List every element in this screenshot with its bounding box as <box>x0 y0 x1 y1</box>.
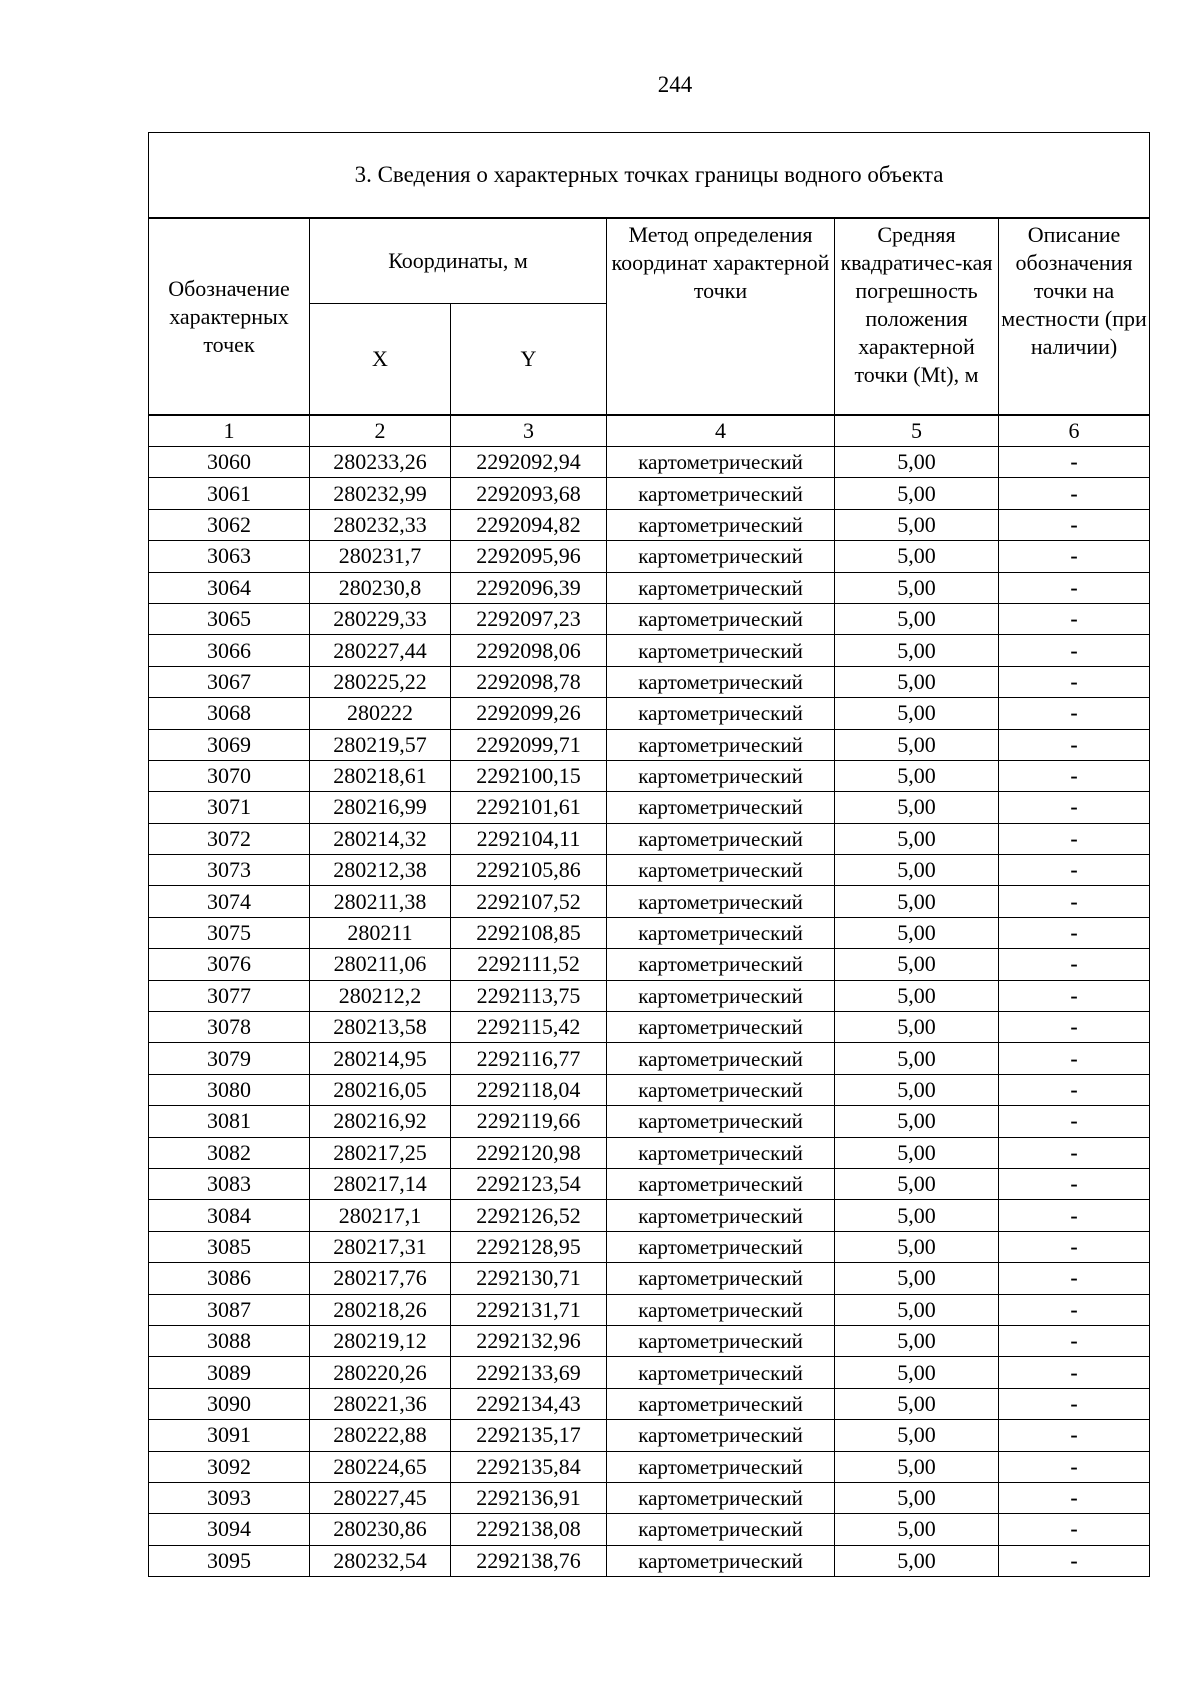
description-cell: - <box>999 698 1150 729</box>
point-id-cell: 3076 <box>149 949 310 980</box>
y-coordinate-cell: 2292134,43 <box>451 1388 607 1419</box>
table-row <box>149 1294 1150 1325</box>
y-coordinate-cell: 2292118,04 <box>451 1074 607 1105</box>
table-row <box>149 823 1150 854</box>
error-cell: 5,00 <box>835 1294 999 1325</box>
method-cell: картометрический <box>607 823 835 854</box>
y-coordinate-cell: 2292111,52 <box>451 949 607 980</box>
header-error: Средняя квадратичес-кая погрешность положения характерной точки (Mt), м <box>835 218 999 415</box>
column-number: 1 <box>149 415 310 447</box>
error-cell: 5,00 <box>835 1012 999 1043</box>
x-coordinate-cell: 280218,26 <box>310 1294 451 1325</box>
y-coordinate-cell: 2292123,54 <box>451 1168 607 1199</box>
y-coordinate-cell: 2292105,86 <box>451 855 607 886</box>
point-id-cell: 3062 <box>149 509 310 540</box>
method-cell: картометрический <box>607 1545 835 1576</box>
error-cell: 5,00 <box>835 823 999 854</box>
y-coordinate-cell: 2292135,84 <box>451 1451 607 1482</box>
method-cell: картометрический <box>607 603 835 634</box>
error-cell: 5,00 <box>835 1388 999 1419</box>
y-coordinate-cell: 2292107,52 <box>451 886 607 917</box>
description-cell: - <box>999 572 1150 603</box>
table-row <box>149 635 1150 666</box>
x-coordinate-cell: 280231,7 <box>310 541 451 572</box>
error-cell: 5,00 <box>835 980 999 1011</box>
table-row <box>149 1200 1150 1231</box>
description-cell: - <box>999 823 1150 854</box>
table-row <box>149 1231 1150 1262</box>
x-coordinate-cell: 280214,32 <box>310 823 451 854</box>
method-cell: картометрический <box>607 917 835 948</box>
x-coordinate-cell: 280233,26 <box>310 447 451 478</box>
error-cell: 5,00 <box>835 635 999 666</box>
description-cell: - <box>999 1514 1150 1545</box>
header-x: X <box>310 304 451 416</box>
table-row <box>149 541 1150 572</box>
point-id-cell: 3066 <box>149 635 310 666</box>
table-row <box>149 1263 1150 1294</box>
description-cell: - <box>999 760 1150 791</box>
point-id-cell: 3080 <box>149 1074 310 1105</box>
y-coordinate-cell: 2292115,42 <box>451 1012 607 1043</box>
description-cell: - <box>999 886 1150 917</box>
x-coordinate-cell: 280211 <box>310 917 451 948</box>
table-row <box>149 1451 1150 1482</box>
description-cell: - <box>999 729 1150 760</box>
method-cell: картометрический <box>607 1514 835 1545</box>
method-cell: картометрический <box>607 1325 835 1356</box>
description-cell: - <box>999 1545 1150 1576</box>
method-cell: картометрический <box>607 447 835 478</box>
column-number: 6 <box>999 415 1150 447</box>
y-coordinate-cell: 2292128,95 <box>451 1231 607 1262</box>
x-coordinate-cell: 280222,88 <box>310 1420 451 1451</box>
point-id-cell: 3071 <box>149 792 310 823</box>
point-id-cell: 3068 <box>149 698 310 729</box>
method-cell: картометрический <box>607 478 835 509</box>
method-cell: картометрический <box>607 1420 835 1451</box>
description-cell: - <box>999 509 1150 540</box>
description-cell: - <box>999 1482 1150 1513</box>
description-cell: - <box>999 855 1150 886</box>
column-number: 3 <box>451 415 607 447</box>
error-cell: 5,00 <box>835 760 999 791</box>
header-point-name: Обозначение характерных точек <box>149 218 310 415</box>
error-cell: 5,00 <box>835 1545 999 1576</box>
table-row <box>149 1514 1150 1545</box>
header-coordinates: Координаты, м <box>310 218 607 304</box>
error-cell: 5,00 <box>835 1231 999 1262</box>
table-row <box>149 603 1150 634</box>
method-cell: картометрический <box>607 1106 835 1137</box>
table-row <box>149 1106 1150 1137</box>
x-coordinate-cell: 280227,44 <box>310 635 451 666</box>
x-coordinate-cell: 280227,45 <box>310 1482 451 1513</box>
description-cell: - <box>999 980 1150 1011</box>
method-cell: картометрический <box>607 1074 835 1105</box>
y-coordinate-cell: 2292135,17 <box>451 1420 607 1451</box>
description-cell: - <box>999 447 1150 478</box>
method-cell: картометрический <box>607 760 835 791</box>
table-row <box>149 1420 1150 1451</box>
y-coordinate-cell: 2292126,52 <box>451 1200 607 1231</box>
error-cell: 5,00 <box>835 1074 999 1105</box>
y-coordinate-cell: 2292097,23 <box>451 603 607 634</box>
point-id-cell: 3093 <box>149 1482 310 1513</box>
table-row <box>149 1357 1150 1388</box>
table-row <box>149 1043 1150 1074</box>
error-cell: 5,00 <box>835 541 999 572</box>
description-cell: - <box>999 1168 1150 1199</box>
y-coordinate-cell: 2292104,11 <box>451 823 607 854</box>
description-cell: - <box>999 1294 1150 1325</box>
error-cell: 5,00 <box>835 1137 999 1168</box>
point-id-cell: 3095 <box>149 1545 310 1576</box>
point-id-cell: 3086 <box>149 1263 310 1294</box>
x-coordinate-cell: 280217,1 <box>310 1200 451 1231</box>
method-cell: картометрический <box>607 980 835 1011</box>
header-method: Метод определения координат характерной точки <box>607 218 835 415</box>
method-cell: картометрический <box>607 666 835 697</box>
point-id-cell: 3069 <box>149 729 310 760</box>
point-id-cell: 3091 <box>149 1420 310 1451</box>
x-coordinate-cell: 280211,06 <box>310 949 451 980</box>
y-coordinate-cell: 2292113,75 <box>451 980 607 1011</box>
description-cell: - <box>999 1200 1150 1231</box>
error-cell: 5,00 <box>835 603 999 634</box>
method-cell: картометрический <box>607 1168 835 1199</box>
description-cell: - <box>999 1012 1150 1043</box>
error-cell: 5,00 <box>835 1451 999 1482</box>
error-cell: 5,00 <box>835 1168 999 1199</box>
point-id-cell: 3079 <box>149 1043 310 1074</box>
method-cell: картометрический <box>607 1200 835 1231</box>
table-title: 3. Сведения о характерных точках границы водного объекта <box>149 133 1150 219</box>
table-row <box>149 572 1150 603</box>
method-cell: картометрический <box>607 1451 835 1482</box>
y-coordinate-cell: 2292133,69 <box>451 1357 607 1388</box>
error-cell: 5,00 <box>835 509 999 540</box>
point-id-cell: 3070 <box>149 760 310 791</box>
x-coordinate-cell: 280230,8 <box>310 572 451 603</box>
x-coordinate-cell: 280219,57 <box>310 729 451 760</box>
method-cell: картометрический <box>607 635 835 666</box>
table-row <box>149 478 1150 509</box>
point-id-cell: 3067 <box>149 666 310 697</box>
table-row <box>149 1012 1150 1043</box>
method-cell: картометрический <box>607 729 835 760</box>
header-y: Y <box>451 304 607 416</box>
y-coordinate-cell: 2292094,82 <box>451 509 607 540</box>
point-id-cell: 3064 <box>149 572 310 603</box>
column-number: 2 <box>310 415 451 447</box>
y-coordinate-cell: 2292098,06 <box>451 635 607 666</box>
description-cell: - <box>999 1074 1150 1105</box>
point-id-cell: 3087 <box>149 1294 310 1325</box>
x-coordinate-cell: 280219,12 <box>310 1325 451 1356</box>
point-id-cell: 3061 <box>149 478 310 509</box>
x-coordinate-cell: 280217,31 <box>310 1231 451 1262</box>
description-cell: - <box>999 603 1150 634</box>
point-id-cell: 3078 <box>149 1012 310 1043</box>
table-row <box>149 1168 1150 1199</box>
x-coordinate-cell: 280216,92 <box>310 1106 451 1137</box>
method-cell: картометрический <box>607 698 835 729</box>
x-coordinate-cell: 280214,95 <box>310 1043 451 1074</box>
method-cell: картометрический <box>607 1388 835 1419</box>
y-coordinate-cell: 2292138,08 <box>451 1514 607 1545</box>
point-id-cell: 3083 <box>149 1168 310 1199</box>
y-coordinate-cell: 2292132,96 <box>451 1325 607 1356</box>
description-cell: - <box>999 792 1150 823</box>
y-coordinate-cell: 2292099,71 <box>451 729 607 760</box>
error-cell: 5,00 <box>835 1420 999 1451</box>
method-cell: картометрический <box>607 572 835 603</box>
method-cell: картометрический <box>607 855 835 886</box>
point-id-cell: 3073 <box>149 855 310 886</box>
description-cell: - <box>999 1043 1150 1074</box>
x-coordinate-cell: 280232,33 <box>310 509 451 540</box>
description-cell: - <box>999 541 1150 572</box>
error-cell: 5,00 <box>835 1482 999 1513</box>
error-cell: 5,00 <box>835 1325 999 1356</box>
y-coordinate-cell: 2292120,98 <box>451 1137 607 1168</box>
description-cell: - <box>999 1231 1150 1262</box>
error-cell: 5,00 <box>835 1357 999 1388</box>
method-cell: картометрический <box>607 541 835 572</box>
x-coordinate-cell: 280217,14 <box>310 1168 451 1199</box>
table-row <box>149 509 1150 540</box>
table-row <box>149 698 1150 729</box>
y-coordinate-cell: 2292136,91 <box>451 1482 607 1513</box>
description-cell: - <box>999 478 1150 509</box>
x-coordinate-cell: 280222 <box>310 698 451 729</box>
table-row <box>149 1545 1150 1576</box>
method-cell: картометрический <box>607 509 835 540</box>
error-cell: 5,00 <box>835 729 999 760</box>
table-row <box>149 1074 1150 1105</box>
method-cell: картометрический <box>607 1482 835 1513</box>
y-coordinate-cell: 2292098,78 <box>451 666 607 697</box>
description-cell: - <box>999 1263 1150 1294</box>
y-coordinate-cell: 2292119,66 <box>451 1106 607 1137</box>
description-cell: - <box>999 635 1150 666</box>
x-coordinate-cell: 280216,05 <box>310 1074 451 1105</box>
table-row <box>149 760 1150 791</box>
method-cell: картометрический <box>607 1357 835 1388</box>
table-row <box>149 666 1150 697</box>
column-number: 4 <box>607 415 835 447</box>
y-coordinate-cell: 2292131,71 <box>451 1294 607 1325</box>
description-cell: - <box>999 1388 1150 1419</box>
point-id-cell: 3089 <box>149 1357 310 1388</box>
table-row <box>149 1325 1150 1356</box>
x-coordinate-cell: 280216,99 <box>310 792 451 823</box>
error-cell: 5,00 <box>835 478 999 509</box>
table-row <box>149 729 1150 760</box>
table-row <box>149 792 1150 823</box>
table-row <box>149 886 1150 917</box>
error-cell: 5,00 <box>835 698 999 729</box>
x-coordinate-cell: 280211,38 <box>310 886 451 917</box>
x-coordinate-cell: 280217,76 <box>310 1263 451 1294</box>
method-cell: картометрический <box>607 949 835 980</box>
method-cell: картометрический <box>607 1294 835 1325</box>
point-id-cell: 3092 <box>149 1451 310 1482</box>
point-id-cell: 3088 <box>149 1325 310 1356</box>
point-id-cell: 3065 <box>149 603 310 634</box>
y-coordinate-cell: 2292093,68 <box>451 478 607 509</box>
method-cell: картометрический <box>607 1263 835 1294</box>
method-cell: картометрический <box>607 1012 835 1043</box>
header-description: Описание обозначения точки на местности (при наличии) <box>999 218 1150 415</box>
error-cell: 5,00 <box>835 1200 999 1231</box>
error-cell: 5,00 <box>835 792 999 823</box>
x-coordinate-cell: 280218,61 <box>310 760 451 791</box>
table-row <box>149 1137 1150 1168</box>
error-cell: 5,00 <box>835 666 999 697</box>
point-id-cell: 3084 <box>149 1200 310 1231</box>
error-cell: 5,00 <box>835 949 999 980</box>
table-row <box>149 447 1150 478</box>
x-coordinate-cell: 280217,25 <box>310 1137 451 1168</box>
error-cell: 5,00 <box>835 1106 999 1137</box>
table-body <box>149 447 1150 1577</box>
point-id-cell: 3085 <box>149 1231 310 1262</box>
error-cell: 5,00 <box>835 572 999 603</box>
x-coordinate-cell: 280213,58 <box>310 1012 451 1043</box>
error-cell: 5,00 <box>835 447 999 478</box>
y-coordinate-cell: 2292092,94 <box>451 447 607 478</box>
table-row <box>149 917 1150 948</box>
x-coordinate-cell: 280232,54 <box>310 1545 451 1576</box>
y-coordinate-cell: 2292130,71 <box>451 1263 607 1294</box>
x-coordinate-cell: 280224,65 <box>310 1451 451 1482</box>
point-id-cell: 3081 <box>149 1106 310 1137</box>
error-cell: 5,00 <box>835 1043 999 1074</box>
column-number: 5 <box>835 415 999 447</box>
point-id-cell: 3075 <box>149 917 310 948</box>
description-cell: - <box>999 1325 1150 1356</box>
error-cell: 5,00 <box>835 886 999 917</box>
table-row <box>149 980 1150 1011</box>
table-row <box>149 1482 1150 1513</box>
point-id-cell: 3063 <box>149 541 310 572</box>
description-cell: - <box>999 1451 1150 1482</box>
y-coordinate-cell: 2292099,26 <box>451 698 607 729</box>
point-id-cell: 3094 <box>149 1514 310 1545</box>
error-cell: 5,00 <box>835 1263 999 1294</box>
point-id-cell: 3072 <box>149 823 310 854</box>
column-numbers-row <box>149 415 1150 447</box>
point-id-cell: 3090 <box>149 1388 310 1419</box>
description-cell: - <box>999 1357 1150 1388</box>
point-id-cell: 3060 <box>149 447 310 478</box>
x-coordinate-cell: 280220,26 <box>310 1357 451 1388</box>
method-cell: картометрический <box>607 886 835 917</box>
point-id-cell: 3077 <box>149 980 310 1011</box>
x-coordinate-cell: 280229,33 <box>310 603 451 634</box>
y-coordinate-cell: 2292100,15 <box>451 760 607 791</box>
table-row <box>149 1388 1150 1419</box>
y-coordinate-cell: 2292116,77 <box>451 1043 607 1074</box>
x-coordinate-cell: 280212,38 <box>310 855 451 886</box>
description-cell: - <box>999 1106 1150 1137</box>
table-row <box>149 949 1150 980</box>
point-id-cell: 3074 <box>149 886 310 917</box>
error-cell: 5,00 <box>835 1514 999 1545</box>
y-coordinate-cell: 2292096,39 <box>451 572 607 603</box>
description-cell: - <box>999 949 1150 980</box>
x-coordinate-cell: 280230,86 <box>310 1514 451 1545</box>
method-cell: картометрический <box>607 1137 835 1168</box>
table-row <box>149 855 1150 886</box>
points-table <box>148 132 1150 1577</box>
y-coordinate-cell: 2292095,96 <box>451 541 607 572</box>
description-cell: - <box>999 666 1150 697</box>
method-cell: картометрический <box>607 1043 835 1074</box>
y-coordinate-cell: 2292138,76 <box>451 1545 607 1576</box>
error-cell: 5,00 <box>835 855 999 886</box>
method-cell: картометрический <box>607 792 835 823</box>
point-id-cell: 3082 <box>149 1137 310 1168</box>
method-cell: картометрический <box>607 1231 835 1262</box>
description-cell: - <box>999 917 1150 948</box>
y-coordinate-cell: 2292101,61 <box>451 792 607 823</box>
y-coordinate-cell: 2292108,85 <box>451 917 607 948</box>
description-cell: - <box>999 1137 1150 1168</box>
error-cell: 5,00 <box>835 917 999 948</box>
x-coordinate-cell: 280221,36 <box>310 1388 451 1419</box>
x-coordinate-cell: 280212,2 <box>310 980 451 1011</box>
description-cell: - <box>999 1420 1150 1451</box>
x-coordinate-cell: 280225,22 <box>310 666 451 697</box>
page-number: 244 <box>657 72 693 97</box>
x-coordinate-cell: 280232,99 <box>310 478 451 509</box>
